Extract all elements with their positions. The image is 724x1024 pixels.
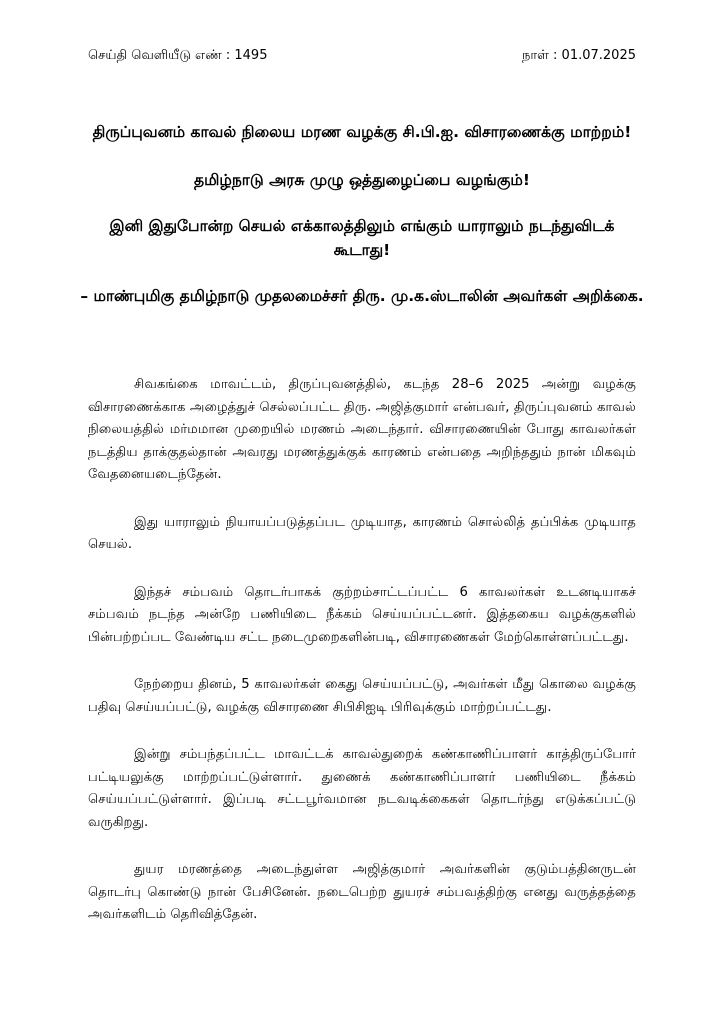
paragraph-1: சிவகங்கை மாவட்டம், திருப்புவனத்தில், கடந்த 28–6 2025 அன்று வழக்கு விசாரணைக்காக அழைத்துச் செல்லப்பட்ட திரு. அஜித்குமார் என்பவர், திருப்புவனம் காவல் நிலையத்தில் மர்மமான முறையில் மரணம் அடைந்தார். விசாரணையின் போது காவலர்கள் நடத்திய தாக்குதல்தான் அவரது மரணத்துக்குக் காரணம் என்பதை அறிந்ததும் நான் மிகவும் வேதனையடைந்தேன். [88, 377, 636, 482]
paragraph-3: இந்தச் சம்பவம் தொடர்பாகக் குற்றம்சாட்டப்பட்ட 6 காவலர்கள் உடனடியாகச் சம்பவம் நடந்த அன்றே பணியிடை நீக்கம் செய்யப்பட்டனர். இத்தகைய வழக்குகளில் பின்பற்றப்பட வேண்டிய சட்ட நடைமுறைகளின்படி, விசாரணைகள் மேற்கொள்ளப்பட்டது. [88, 584, 636, 645]
headline-appeal: இனி இதுபோன்ற செயல் எக்காலத்திலும் எங்கும் யாராலும் நடந்துவிடக் கூடாது! [109, 217, 615, 259]
headline-attribution: – மாண்புமிகு தமிழ்நாடு முதலமைச்சர் திரு. மு.க.ஸ்டாலின் அவர்கள் அறிக்கை. [80, 287, 644, 305]
headline-support: தமிழ்நாடு அரசு முழு ஒத்துழைப்பை வழங்கும்! [194, 171, 530, 189]
paragraph-5: இன்று சம்பந்தப்பட்ட மாவட்டக் காவல்துறைக் கண்காணிப்பாளர் காத்திருப்போர் பட்டியலுக்கு மாற்றப்பட்டுள்ளார். துணைக் கண்காணிப்பாளர் பணியிடை நீக்கம் செய்யப்பட்டுள்ளார். இப்படி சட்டபூர்வமான நடவடிக்கைகள் தொடர்ந்து எடுக்கப்பட்டு வருகிறது. [88, 747, 636, 830]
paragraph-6: துயர மரணத்தை அடைந்துள்ள அஜித்குமார் அவர்களின் குடும்பத்தினருடன் தொடர்பு கொண்டு நான் பேசினேன். நடைபெற்ற துயரச் சம்பவத்திற்கு எனது வருத்தத்தை அவர்களிடம் தெரிவித்தேன். [88, 862, 636, 922]
body-text [88, 374, 636, 952]
paragraph-4: நேற்றைய தினம், 5 காவலர்கள் கைது செய்யப்பட்டு, அவர்கள் மீது கொலை வழக்கு பதிவு செய்யப்பட்டு, வழக்கு விசாரணை சிபிசிஐடி பிரிவுக்கும் மாற்றப்பட்டது. [88, 677, 636, 715]
release-date: நாள் : 01.07.2025 [522, 48, 636, 63]
release-number: செய்தி வெளியீடு எண் : 1495 [88, 48, 268, 63]
headline-main: திருப்புவனம் காவல் நிலைய மரண வழக்கு சி.பி.ஐ. விசாரணைக்கு மாற்றம்! [92, 123, 632, 141]
headings-block [80, 120, 644, 330]
paragraph-2: இது யாராலும் நியாயப்படுத்தப்பட முடியாத, காரணம் சொல்லித் தப்பிக்க முடியாத செயல். [88, 514, 636, 552]
